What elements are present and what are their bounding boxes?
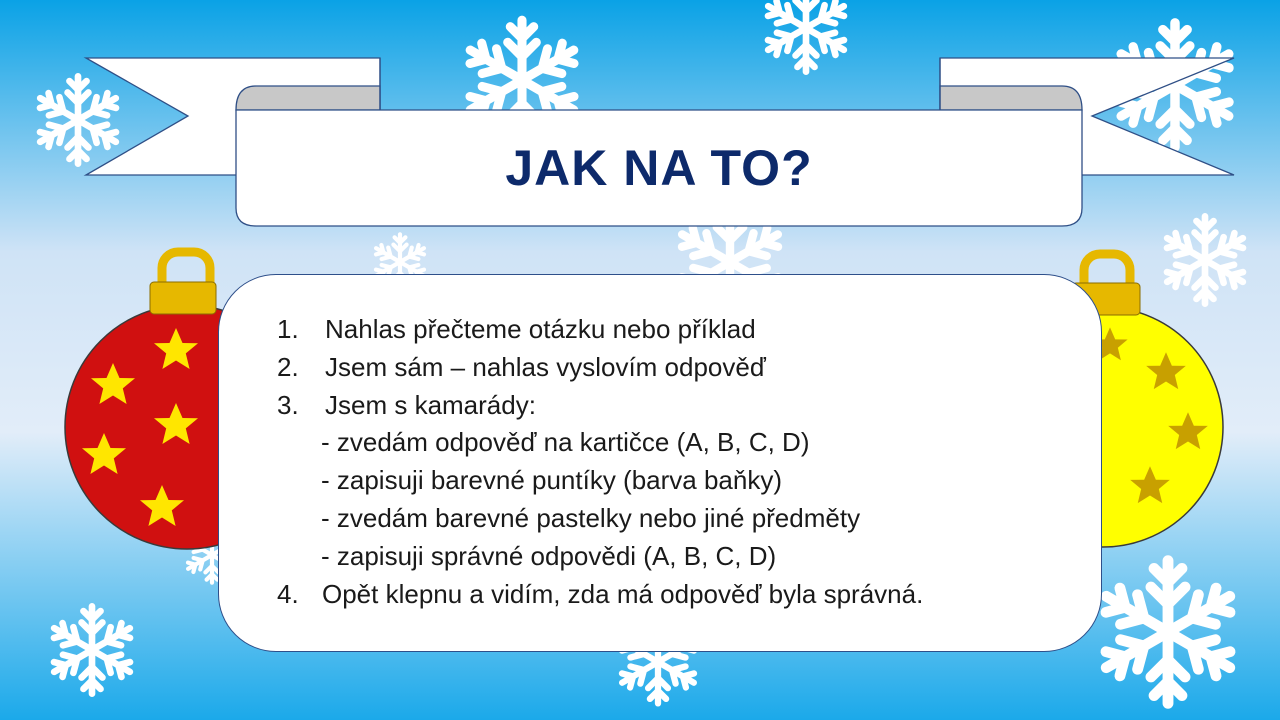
step-number: 4. (277, 578, 299, 609)
list-item (219, 311, 1101, 349)
step-text: Jsem s kamarády: (325, 389, 536, 420)
step-text: Nahlas přečteme otázku nebo příklad (325, 314, 756, 344)
step-number: 2. (277, 351, 299, 382)
step-text: Opět klepnu a vidím, zda má odpověď byla správná. (322, 578, 924, 609)
list-item (219, 349, 1101, 387)
list-item (219, 576, 1101, 614)
sub-list-item: - zapisuji barevné puntíky (barva baňky) (321, 465, 783, 496)
step-number: 1. (277, 314, 299, 344)
sub-list-item: - zapisuji správné odpovědi (A, B, C, D) (321, 540, 777, 571)
step-text: Jsem sám – nahlas vyslovím odpověď (325, 351, 766, 382)
instructions-card (218, 274, 1102, 652)
page-title: JAK NA TO? (505, 140, 813, 196)
step-number: 3. (277, 389, 299, 420)
sub-list-item: - zvedám odpověď na kartičce (A, B, C, D) (321, 427, 810, 458)
list-item (219, 387, 1101, 425)
sub-list-item: - zvedám barevné pastelky nebo jiné předměty (321, 502, 861, 533)
steps-list (219, 311, 1101, 613)
